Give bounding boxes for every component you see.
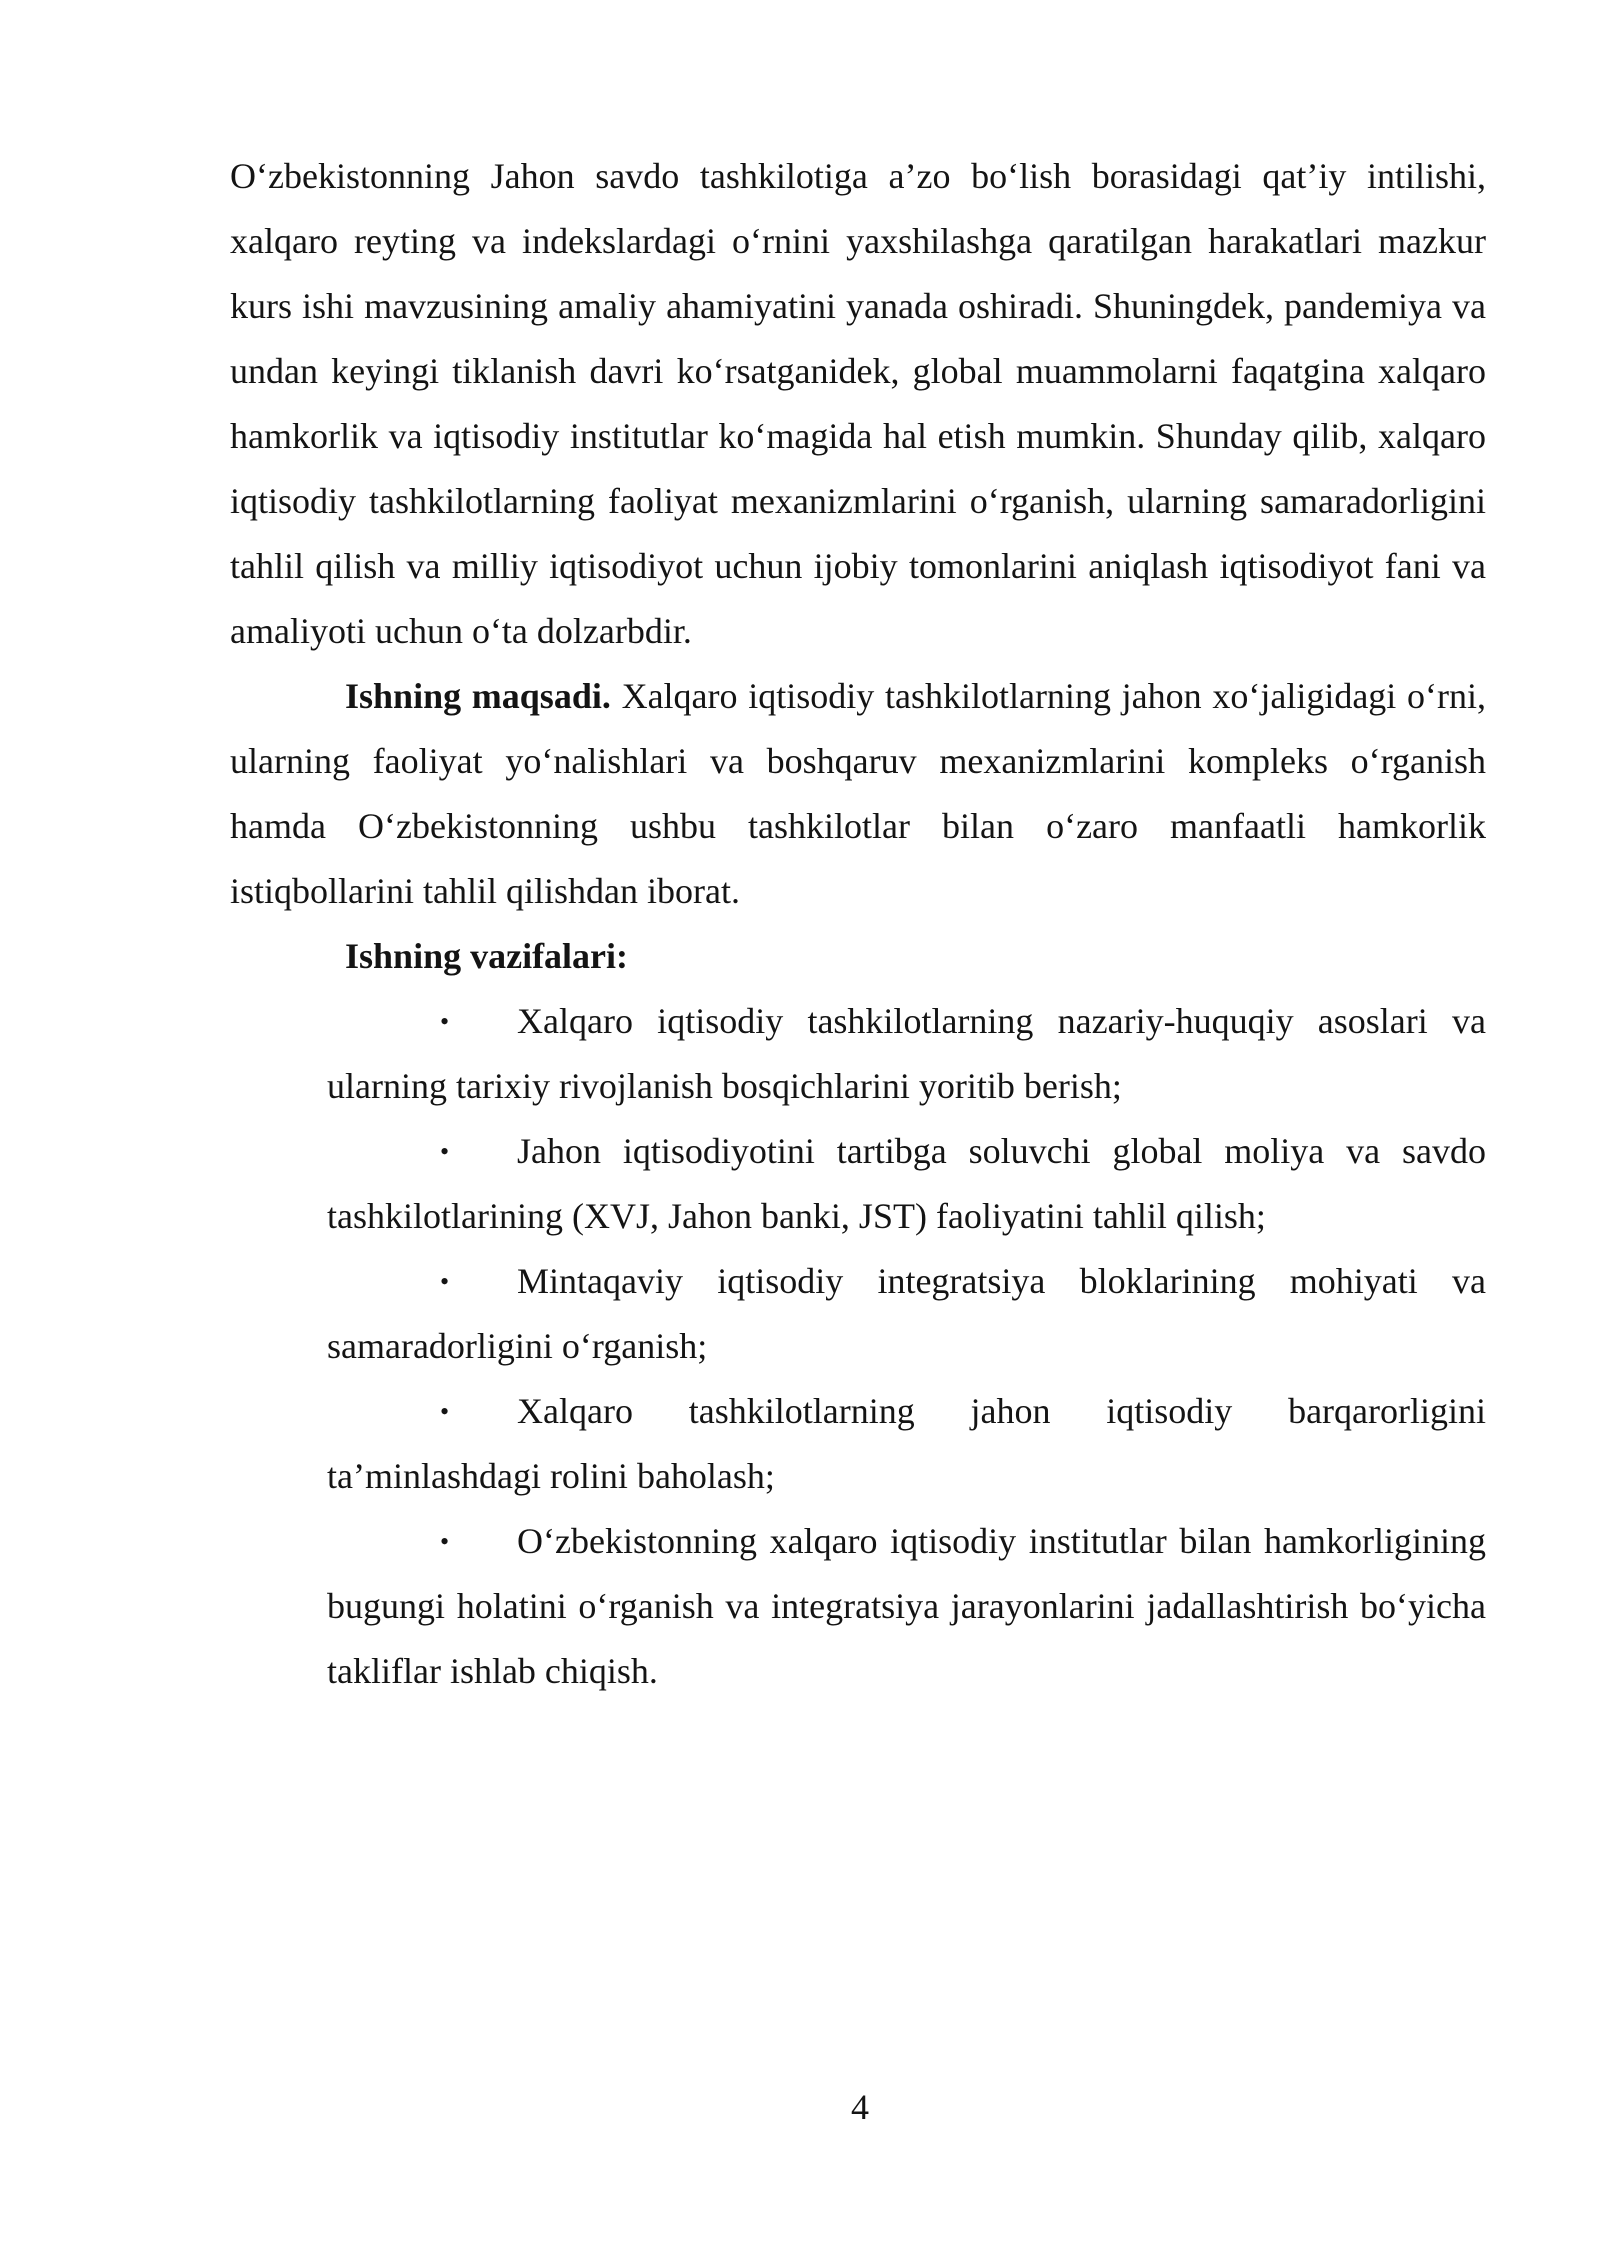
- intro-paragraph: O‘zbekistonning Jahon savdo tashkilotiga a’zo bo‘lish borasidagi qat’iy intilishi, xalqaro reyting va indekslardagi o‘rnini yaxshilashga qaratilgan harakatlari mazkur kurs ishi mavzusining amaliy ahamiyatini yanada oshiradi. Shuningdek, pandemiya va undan keyingi tiklanish davri ko‘rsatganidek, global muammolarni faqatgina xalqaro hamkorlik va iqtisodiy institutlar ko‘magida hal etish mumkin. Shunday qilib, xalqaro iqtisodiy tashkilotlarning faoliyat mexanizmlarini o‘rganish, ularning samaradorligini tahlil qilish va milliy iqtisodiyot uchun ijobiy tomonlarini aniqlash iqtisodiyot fani va amaliyoti uchun o‘ta dolzarbdir.: [230, 156, 1486, 651]
- page-number: 4: [851, 2087, 869, 2127]
- task-text: Xalqaro tashkilotlarning jahon iqtisodiy barqarorligini ta’minlashdagi rolini baholash;: [327, 1391, 1486, 1496]
- task-text: Jahon iqtisodiyotini tartibga soluvchi global moliya va savdo tashkilotlarining (XVJ, Jahon banki, JST) faoliyatini tahlil qilish;: [327, 1131, 1486, 1236]
- list-item: [327, 1119, 1486, 1249]
- bullet-icon: •: [440, 1527, 450, 1556]
- bullet-icon: •: [440, 1397, 450, 1426]
- goal-heading: Ishning maqsadi.: [345, 676, 611, 716]
- goal-text: Xalqaro iqtisodiy tashkilotlarning jahon xo‘jaligidagi o‘rni, ularning faoliyat yo‘nalishlari va boshqaruv mexanizmlarini kompleks o‘rganish hamda O‘zbekistonning ushbu tashkilotlar bilan o‘zaro manfaatli hamkorlik istiqbollarini tahlil qilishdan iborat.: [230, 676, 1487, 911]
- bullet-icon: •: [440, 1007, 450, 1036]
- list-item: [327, 1379, 1486, 1509]
- task-text: O‘zbekistonning xalqaro iqtisodiy institutlar bilan hamkorligining bugungi holatini o‘rganish va integratsiya jarayonlarini jadallashtirish bo‘yicha takliflar ishlab chiqish.: [327, 1521, 1486, 1691]
- bullet-icon: •: [440, 1267, 450, 1296]
- tasks-list: [327, 989, 1486, 1704]
- task-text: Xalqaro iqtisodiy tashkilotlarning nazariy-huquqiy asoslari va ularning tarixiy rivojlanish bosqichlarini yoritib berish;: [327, 1001, 1486, 1106]
- list-item: [327, 989, 1486, 1119]
- list-item: [327, 1249, 1486, 1379]
- tasks-heading: Ishning vazifalari:: [345, 936, 629, 976]
- task-text: Mintaqaviy iqtisodiy integratsiya bloklarining mohiyati va samaradorligini o‘rganish;: [327, 1261, 1486, 1366]
- bullet-icon: •: [440, 1137, 450, 1166]
- goal-paragraph: [230, 664, 1486, 924]
- list-item: [327, 1509, 1486, 1704]
